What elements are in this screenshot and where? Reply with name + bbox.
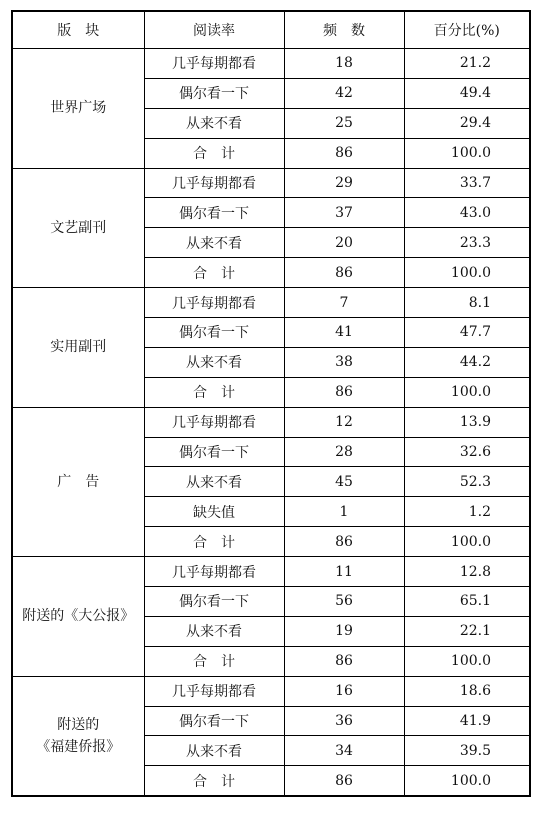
frequency-cell: 37 [284,198,404,228]
header-reading-rate: 阅读率 [144,11,284,49]
frequency-cell: 86 [284,527,404,557]
percentage-cell: 100.0 [404,766,530,796]
reading-rate-cell: 从来不看 [144,467,284,497]
frequency-cell: 25 [284,108,404,138]
reading-rate-cell: 从来不看 [144,228,284,258]
table-row [12,288,530,318]
table-row [12,557,530,587]
reading-rate-cell: 几乎每期都看 [144,676,284,706]
reading-rate-cell: 偶尔看一下 [144,706,284,736]
reading-rate-cell: 合 计 [144,527,284,557]
percentage-cell: 32.6 [404,437,530,467]
percentage-cell: 13.9 [404,407,530,437]
reading-rate-cell: 从来不看 [144,108,284,138]
frequency-cell: 29 [284,168,404,198]
frequency-cell: 56 [284,587,404,617]
frequency-cell: 86 [284,258,404,288]
block-name-cell: 附送的 《福建侨报》 [12,676,144,796]
reading-rate-cell: 偶尔看一下 [144,587,284,617]
reading-rate-cell: 偶尔看一下 [144,318,284,348]
percentage-cell: 22.1 [404,616,530,646]
frequency-cell: 36 [284,706,404,736]
header-frequency: 频 数 [284,11,404,49]
frequency-cell: 11 [284,557,404,587]
reading-rate-cell: 缺失值 [144,497,284,527]
percentage-cell: 29.4 [404,108,530,138]
percentage-cell: 44.2 [404,347,530,377]
table-row [12,676,530,706]
frequency-cell: 86 [284,646,404,676]
reading-rate-cell: 合 计 [144,258,284,288]
block-name-cell: 广 告 [12,407,144,556]
reading-rate-cell: 合 计 [144,646,284,676]
block-name-cell: 实用副刊 [12,288,144,408]
reading-rate-cell: 从来不看 [144,616,284,646]
percentage-cell: 43.0 [404,198,530,228]
block-name-cell: 附送的《大公报》 [12,557,144,677]
frequency-cell: 86 [284,766,404,796]
reading-rate-cell: 几乎每期都看 [144,288,284,318]
reading-rate-cell: 偶尔看一下 [144,198,284,228]
frequency-cell: 19 [284,616,404,646]
table-body [12,49,530,797]
percentage-cell: 1.2 [404,497,530,527]
percentage-cell: 52.3 [404,467,530,497]
percentage-cell: 33.7 [404,168,530,198]
header-block: 版 块 [12,11,144,49]
reading-rate-cell: 合 计 [144,377,284,407]
reading-rate-cell: 几乎每期都看 [144,407,284,437]
header-row [12,11,530,49]
percentage-cell: 49.4 [404,78,530,108]
percentage-cell: 18.6 [404,676,530,706]
header-percentage: 百分比(%) [404,11,530,49]
percentage-cell: 39.5 [404,736,530,766]
frequency-cell: 28 [284,437,404,467]
reading-rate-cell: 从来不看 [144,347,284,377]
frequency-cell: 16 [284,676,404,706]
frequency-cell: 41 [284,318,404,348]
frequency-cell: 20 [284,228,404,258]
reading-rate-cell: 偶尔看一下 [144,437,284,467]
frequency-cell: 45 [284,467,404,497]
frequency-cell: 1 [284,497,404,527]
percentage-cell: 41.9 [404,706,530,736]
percentage-cell: 21.2 [404,49,530,79]
percentage-cell: 100.0 [404,138,530,168]
percentage-cell: 100.0 [404,527,530,557]
block-name-cell: 文艺副刊 [12,168,144,288]
percentage-cell: 23.3 [404,228,530,258]
percentage-cell: 100.0 [404,377,530,407]
table-row [12,407,530,437]
frequency-cell: 18 [284,49,404,79]
reading-rate-cell: 合 计 [144,138,284,168]
percentage-cell: 8.1 [404,288,530,318]
frequency-cell: 38 [284,347,404,377]
table-row [12,49,530,79]
reading-rate-cell: 合 计 [144,766,284,796]
reading-rate-cell: 几乎每期都看 [144,49,284,79]
percentage-cell: 12.8 [404,557,530,587]
block-name-cell: 世界广场 [12,49,144,169]
reading-rate-cell: 从来不看 [144,736,284,766]
frequency-cell: 34 [284,736,404,766]
frequency-cell: 86 [284,138,404,168]
table-row [12,168,530,198]
reading-rate-table [11,10,531,797]
percentage-cell: 65.1 [404,587,530,617]
frequency-cell: 42 [284,78,404,108]
percentage-cell: 100.0 [404,258,530,288]
percentage-cell: 100.0 [404,646,530,676]
percentage-cell: 47.7 [404,318,530,348]
frequency-cell: 86 [284,377,404,407]
frequency-cell: 7 [284,288,404,318]
reading-rate-cell: 偶尔看一下 [144,78,284,108]
reading-rate-cell: 几乎每期都看 [144,168,284,198]
frequency-cell: 12 [284,407,404,437]
reading-rate-cell: 几乎每期都看 [144,557,284,587]
